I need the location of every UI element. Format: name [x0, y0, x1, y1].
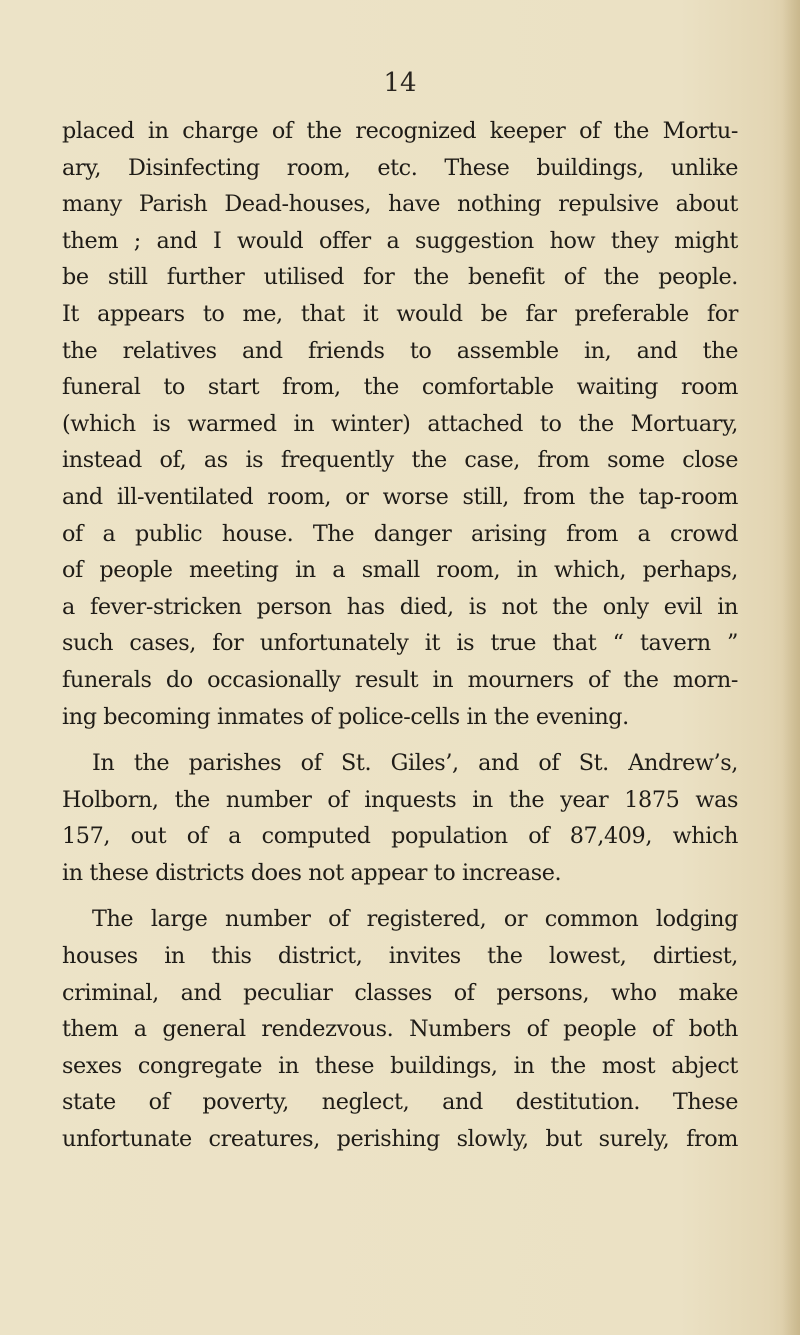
page-edge-shadow: [782, 0, 800, 1335]
text-line: funeral to start from, the comfortable waiting room: [62, 374, 738, 401]
text-line: state of poverty, neglect, and destitution. These: [62, 1089, 738, 1116]
text-line: placed in charge of the recognized keeper of the Mortu-: [62, 118, 738, 144]
paragraph-2: [62, 745, 738, 891]
text-line: ary, Disinfecting room, etc. These buildings, unlike: [62, 154, 738, 181]
paragraph-3: [62, 901, 738, 1157]
text-line: of a public house. The danger arising from a crowd: [62, 520, 738, 547]
body-text: [62, 113, 738, 1158]
text-line: them ; and I would offer a suggestion how they might: [62, 227, 738, 254]
text-line: 157, out of a computed population of 87,409, which: [62, 823, 738, 850]
text-line: the relatives and friends to assemble in, and the: [62, 337, 738, 364]
text-line: houses in this district, invites the lowest, dirtiest,: [62, 943, 738, 970]
text-line: be still further utilised for the benefit of the people.: [62, 264, 738, 291]
text-line: a fever-stricken person has died, is not the only evil in: [62, 593, 738, 620]
text-line: criminal, and peculiar classes of persons, who make: [62, 979, 738, 1006]
text-line: The large number of registered, or common lodging: [92, 906, 738, 933]
paragraph-1: [62, 113, 738, 735]
text-line: ing becoming inmates of police-cells in the evening.: [62, 703, 629, 730]
text-line: in these districts does not appear to increase.: [62, 859, 562, 886]
text-line: instead of, as is frequently the case, from some close: [62, 447, 738, 474]
text-line: sexes congregate in these buildings, in the most abject: [62, 1052, 738, 1079]
text-line: Holborn, the number of inquests in the year 1875 was: [62, 786, 738, 813]
text-line: funerals do occasionally result in mourners of the morn-: [62, 666, 738, 693]
text-line: such cases, for unfortunately it is true that “ tavern ”: [62, 630, 738, 657]
text-line: of people meeting in a small room, in which, perhaps,: [62, 557, 738, 584]
text-line: unfortunate creatures, perishing slowly, but surely, from: [62, 1126, 738, 1153]
page-number: 14: [383, 68, 417, 98]
text-line: In the parishes of St. Giles’, and of St. Andrew’s,: [92, 750, 738, 777]
text-line: It appears to me, that it would be far preferable for: [62, 300, 738, 327]
text-line: them a general rendezvous. Numbers of people of both: [62, 1016, 738, 1043]
text-line: (which is warmed in winter) attached to the Mortuary,: [62, 410, 738, 437]
text-line: many Parish Dead-houses, have nothing repulsive about: [62, 191, 738, 218]
text-line: and ill-ventilated room, or worse still, from the tap-room: [62, 483, 738, 510]
